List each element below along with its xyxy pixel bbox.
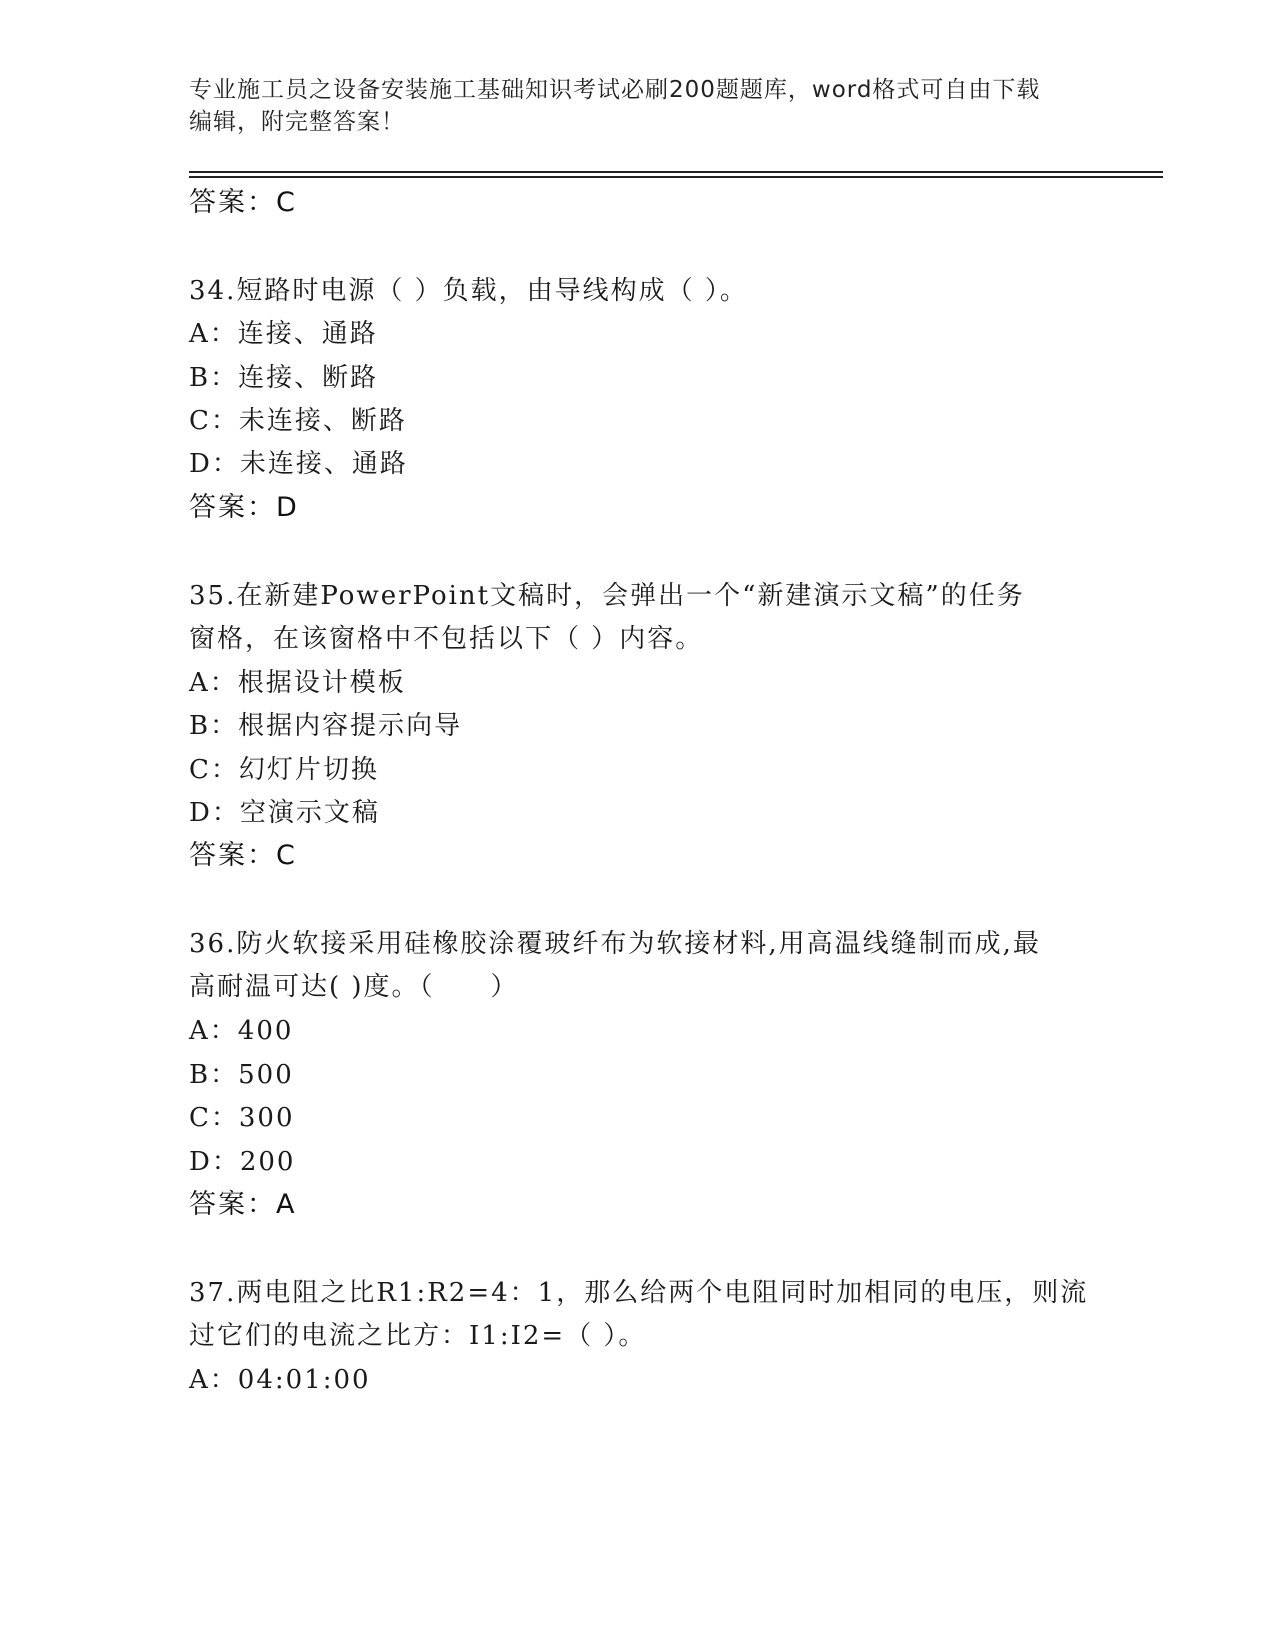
question-36-option-a: A：400 (189, 1016, 294, 1046)
answer-label: 答案： (189, 1189, 276, 1220)
question-34-option-b: B：连接、断路 (189, 363, 379, 393)
answer-value: C (276, 187, 295, 218)
question-36-stem-line-2: 高耐温可达( )度。（ ） (189, 972, 519, 1002)
question-34-option-c: C：未连接、断路 (189, 406, 407, 436)
header-title-line-2: 编辑，附完整答案！ (189, 109, 405, 135)
question-35-stem-line-2: 窗格，在该窗格中不包括以下（ ）内容。 (189, 624, 704, 654)
answer-value: A (276, 1189, 295, 1220)
answer-33 (189, 180, 295, 226)
question-37-option-a: A：04:01:00 (189, 1365, 371, 1395)
question-36-option-c: C：300 (189, 1103, 295, 1133)
question-37-stem-line-2: 过它们的电流之比方：I1:I2=（ ）。 (189, 1321, 647, 1351)
answer-value: D (276, 492, 297, 523)
header-title-line-1: 专业施工员之设备安装施工基础知识考试必刷200题题库，word格式可自由下载 (189, 77, 1041, 103)
document-header (189, 74, 1079, 138)
header-divider-bottom (189, 176, 1163, 178)
question-36-option-d: D：200 (189, 1147, 296, 1177)
answer-34 (189, 485, 297, 531)
answer-label: 答案： (189, 187, 276, 218)
question-34-stem: 34.短路时电源（ ）负载，由导线构成（ ）。 (189, 276, 748, 306)
answer-36 (189, 1182, 294, 1228)
answer-label: 答案： (189, 492, 276, 523)
question-35-stem-line-1: 35.在新建PowerPoint文稿时，会弹出一个“新建演示文稿”的任务 (189, 581, 1025, 611)
question-35-option-a: A：根据设计模板 (189, 668, 406, 698)
question-36-stem-line-1: 36.防火软接采用硅橡胶涂覆玻纤布为软接材料,用高温线缝制而成,最 (189, 929, 1041, 959)
question-35-option-c: C：幻灯片切换 (189, 755, 379, 785)
header-divider-top (189, 171, 1163, 173)
question-34-option-a: A：连接、通路 (189, 319, 378, 349)
question-34-option-d: D：未连接、通路 (189, 449, 408, 479)
question-37-stem-line-1: 37.两电阻之比R1:R2=4：1，那么给两个电阻同时加相同的电压，则流 (189, 1278, 1089, 1308)
question-35-option-d: D：空演示文稿 (189, 798, 380, 828)
question-36-option-b: B：500 (189, 1060, 294, 1090)
answer-35 (189, 833, 295, 879)
question-35-option-b: B：根据内容提示向导 (189, 711, 463, 741)
answer-label: 答案： (189, 840, 276, 871)
answer-value: C (276, 840, 295, 871)
